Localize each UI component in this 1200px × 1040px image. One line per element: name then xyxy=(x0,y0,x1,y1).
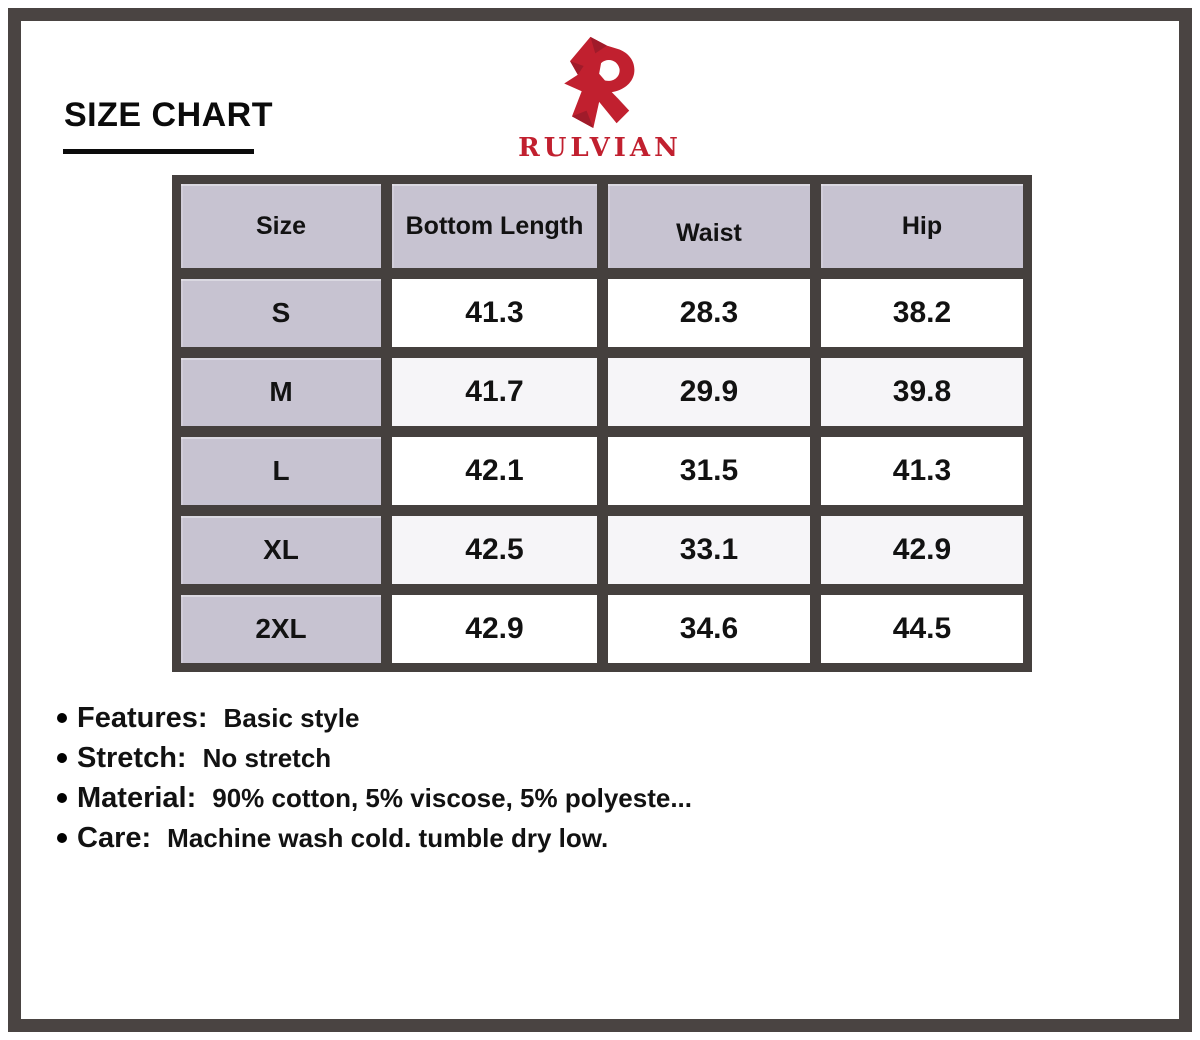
size-cell xyxy=(181,595,381,663)
title-underline xyxy=(63,149,254,154)
value-cell xyxy=(821,358,1023,426)
header-cell-hip xyxy=(821,184,1023,268)
value-cell xyxy=(608,279,810,347)
value-cell xyxy=(821,279,1023,347)
size-label: L xyxy=(272,455,290,486)
value-label: 34.6 xyxy=(679,612,739,645)
value-cell xyxy=(392,358,597,426)
detail-value: 90% cotton, 5% viscose, 5% polyeste... xyxy=(212,782,693,813)
value-label: 33.1 xyxy=(679,533,739,566)
value-label: 41.3 xyxy=(465,296,524,329)
header-cell-waist xyxy=(608,184,810,268)
brand-logo xyxy=(518,33,682,163)
value-cell xyxy=(392,437,597,505)
value-cell xyxy=(392,516,597,584)
bullet-icon xyxy=(57,713,67,723)
detail-label: Material: xyxy=(77,781,197,814)
detail-value: Machine wash cold. tumble dry low. xyxy=(167,822,609,853)
detail-value: No stretch xyxy=(202,742,332,773)
size-chart-table xyxy=(172,175,1032,672)
size-cell xyxy=(181,358,381,426)
value-cell xyxy=(392,595,597,663)
value-cell xyxy=(821,437,1023,505)
detail-stretch xyxy=(57,738,692,778)
detail-material xyxy=(57,778,692,818)
value-cell xyxy=(608,358,810,426)
header-label: Waist xyxy=(676,218,742,247)
value-label: 41.7 xyxy=(465,375,524,408)
value-cell xyxy=(821,516,1023,584)
header-label: Size xyxy=(255,211,307,240)
value-label: 44.5 xyxy=(892,612,952,645)
value-label: 42.1 xyxy=(465,454,524,487)
value-cell xyxy=(608,437,810,505)
value-label: 42.9 xyxy=(465,612,524,645)
size-cell xyxy=(181,437,381,505)
brand-name: RULVIAN xyxy=(518,133,682,163)
size-cell xyxy=(181,279,381,347)
size-label: XL xyxy=(263,534,299,565)
value-cell xyxy=(392,279,597,347)
value-cell xyxy=(608,595,810,663)
header-label: Bottom Length xyxy=(405,211,584,240)
value-label: 28.3 xyxy=(679,296,739,329)
detail-label: Stretch: xyxy=(77,741,187,774)
value-label: 42.5 xyxy=(465,533,524,566)
bullet-icon xyxy=(57,833,67,843)
header-label: Hip xyxy=(901,211,943,240)
bullet-icon xyxy=(57,793,67,803)
value-label: 39.8 xyxy=(892,375,952,408)
value-label: 42.9 xyxy=(892,533,952,566)
detail-value: Basic style xyxy=(223,702,360,733)
value-cell xyxy=(821,595,1023,663)
detail-label: Features: xyxy=(77,701,208,734)
header-cell-bottom-length xyxy=(392,184,597,268)
value-label: 31.5 xyxy=(679,454,739,487)
size-label: 2XL xyxy=(255,613,307,644)
product-details-list xyxy=(57,698,692,858)
rulvian-r-mark-icon xyxy=(550,33,650,130)
bullet-icon xyxy=(57,753,67,763)
page-title: SIZE CHART xyxy=(64,96,273,134)
detail-care xyxy=(57,818,692,858)
value-label: 29.9 xyxy=(679,375,739,408)
value-label: 38.2 xyxy=(892,296,952,329)
header-cell-size xyxy=(181,184,381,268)
detail-label: Care: xyxy=(77,821,152,854)
value-cell xyxy=(608,516,810,584)
size-label: S xyxy=(271,297,291,328)
size-cell xyxy=(181,516,381,584)
size-label: M xyxy=(269,376,293,407)
value-label: 41.3 xyxy=(892,454,952,487)
detail-features xyxy=(57,698,692,738)
